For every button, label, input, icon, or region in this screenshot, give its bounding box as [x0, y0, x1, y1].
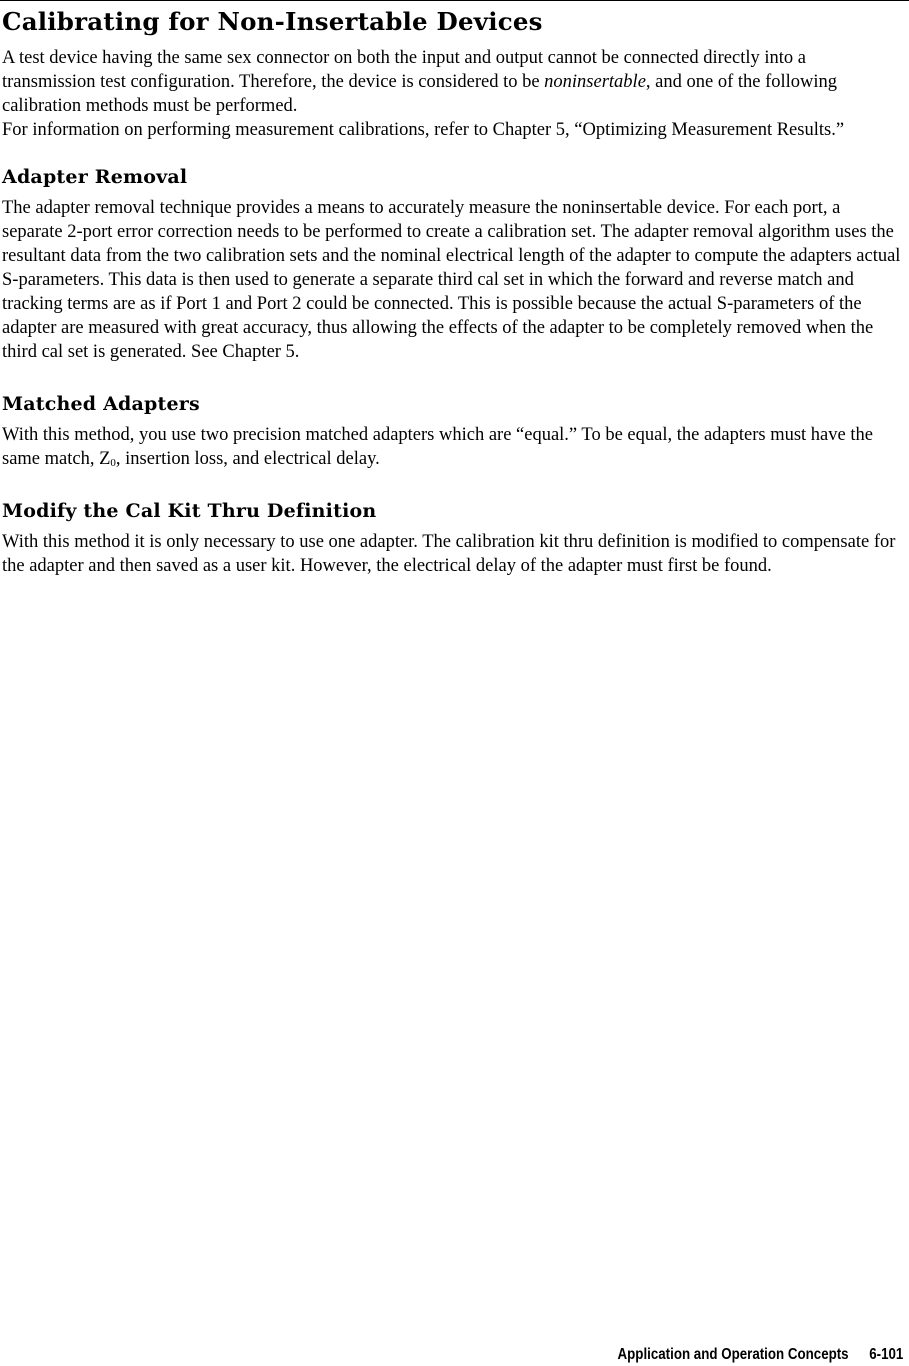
matched-text-before: With this method, you use two precision matched adapters which are “equal.” To be equal, the adapters must have the same match, Z [2, 425, 873, 469]
intro-paragraph [2, 46, 904, 118]
section-heading-matched-adapters: Matched Adapters [2, 393, 200, 415]
footer-page-number: 6-101 [868, 1346, 903, 1363]
intro-text-after: , and one of the following calibration methods must be performed. [2, 72, 838, 116]
intro-term: noninsertable [544, 72, 646, 92]
section-body-modify-cal-kit: With this method it is only necessary to use one adapter. The calibration kit thru definition is modified to compensate for the adapter and then saved as a user kit. However, the electrical delay of the adapter must first be found. [2, 532, 896, 576]
page-content [2, 6, 904, 578]
intro-text-before: A test device having the same sex connector on both the input and output cannot be connected directly into a transmission test configuration. Therefore, the device is considered to be [2, 48, 807, 92]
section-heading-adapter-removal: Adapter Removal [2, 166, 188, 188]
matched-text-after: , insertion loss, and electrical delay. [115, 449, 380, 469]
page-footer [617, 1345, 903, 1365]
footer-section-title: Application and Operation Concepts [617, 1346, 849, 1363]
page-title: Calibrating for Non-Insertable Devices [2, 7, 543, 36]
z-subscript: 0 [110, 457, 116, 469]
top-rule [0, 0, 909, 1]
section-body-adapter-removal: The adapter removal technique provides a means to accurately measure the noninsertable device. For each port, a separate 2-port error correction needs to be performed to create a calibration set. The adapter removal algorithm uses the resultant data from the two calibration sets and the nominal electrical length of the adapter to compute the adapters actual S-parameters. This data is then used to generate a separate third cal set in which the forward and reverse match and tracking terms are as if Port 1 and Port 2 could be connected. This is possible because the actual S-parameters of the adapter are measured with great accuracy, thus allowing the effects of the adapter to be completely removed when the third cal set is generated. See Chapter 5. [2, 198, 901, 362]
intro-reference-paragraph: For information on performing measurement calibrations, refer to Chapter 5, “Optimizing Measurement Results.” [2, 120, 845, 140]
section-body-matched-adapters [2, 423, 904, 471]
section-heading-modify-cal-kit: Modify the Cal Kit Thru Definition [2, 500, 377, 522]
